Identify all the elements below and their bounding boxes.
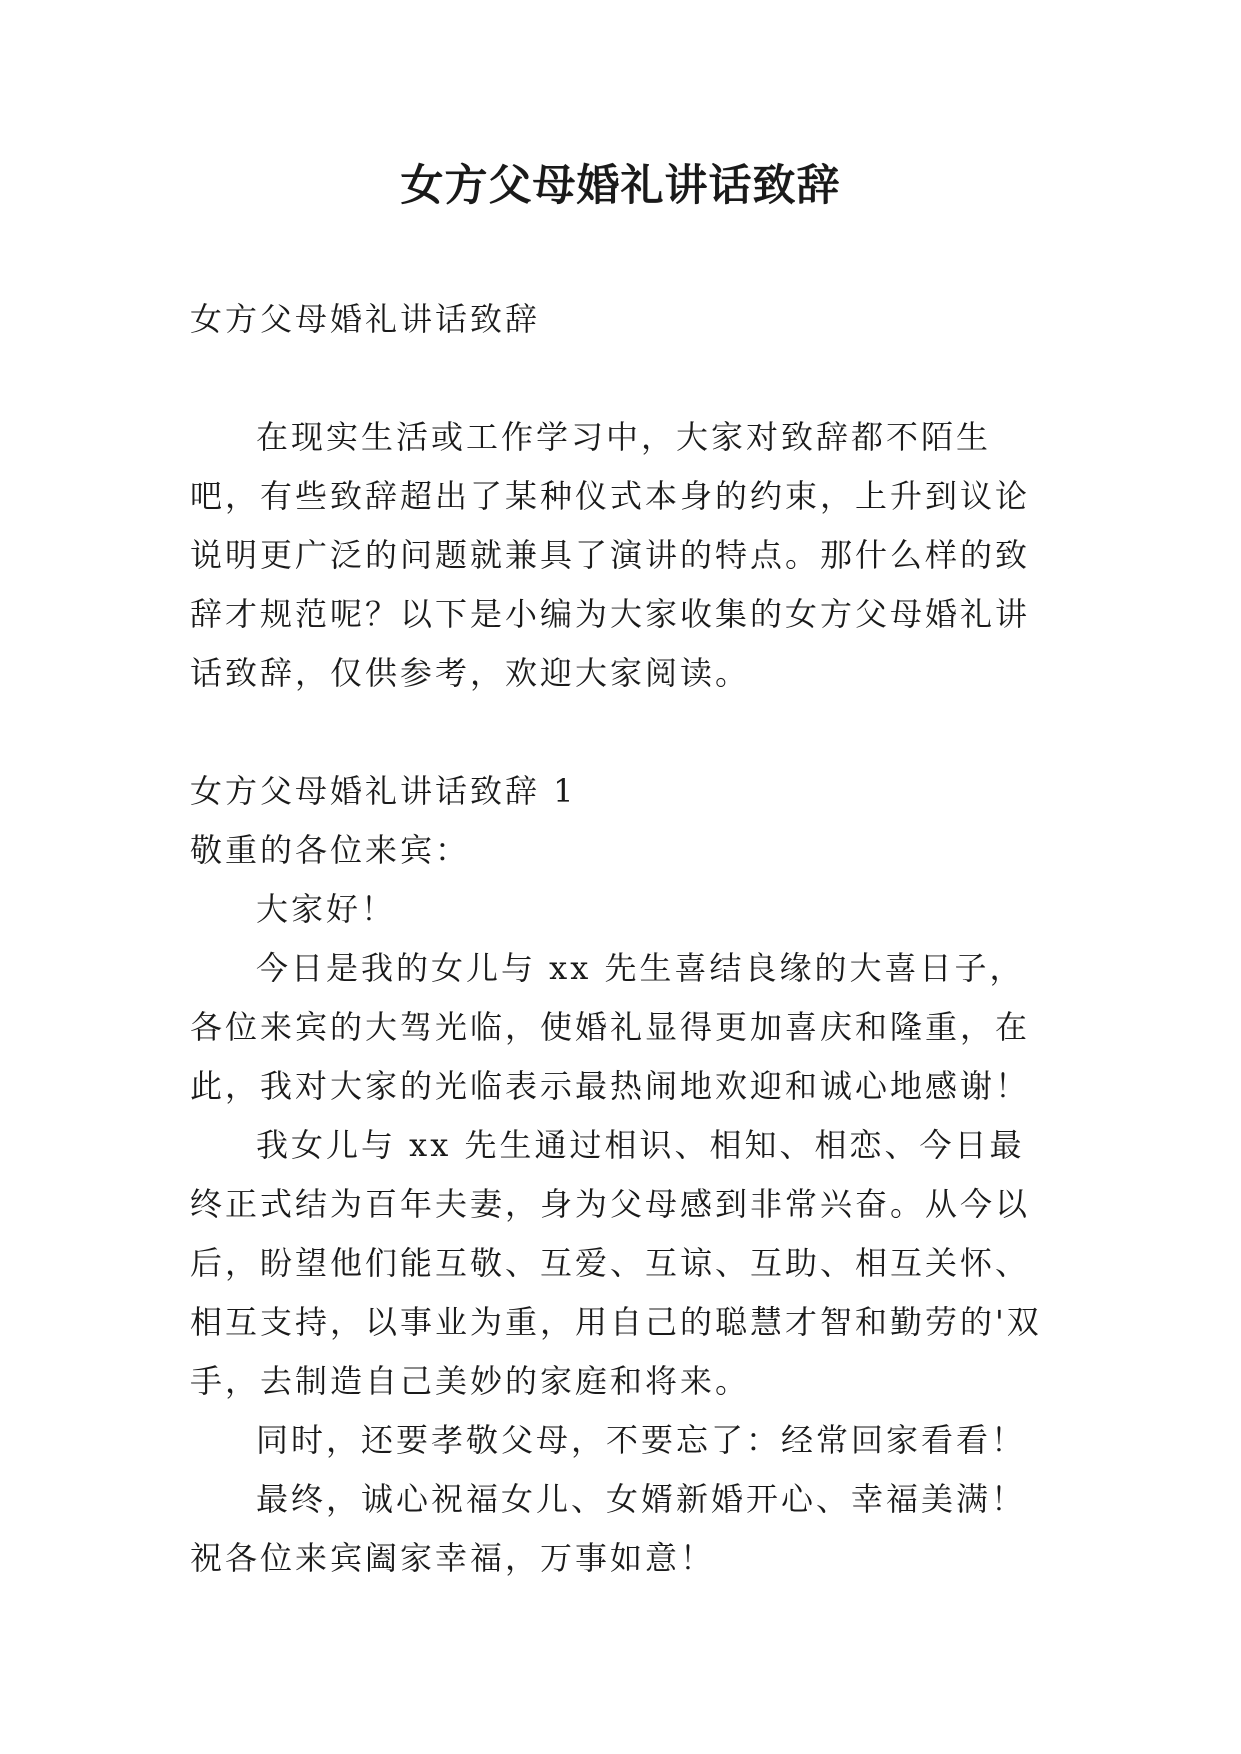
speech-paragraph-1: 今日是我的女儿与 xx 先生喜结良缘的大喜日子，各位来宾的大驾光临，使婚礼显得更加喜庆和隆重，在此，我对大家的光临表示最热闹地欢迎和诚心地感谢！	[190, 949, 1031, 1105]
document-title: 女方父母婚礼讲话致辞	[400, 161, 841, 211]
greeting: 大家好！	[256, 890, 397, 928]
document-subtitle: 女方父母婚礼讲话致辞	[190, 300, 541, 338]
speech-paragraph-3: 同时，还要孝敬父母，不要忘了：经常回家看看！	[256, 1421, 1027, 1459]
document-body	[190, 290, 1050, 1588]
intro-paragraph: 在现实生活或工作学习中，大家对致辞都不陌生吧，有些致辞超出了某种仪式本身的约束，上升到议论说明更广泛的问题就兼具了演讲的特点。那什么样的致辞才规范呢？以下是小编为大家收集的女方父母婚礼讲话致辞，仅供参考，欢迎大家阅读。	[190, 418, 1031, 692]
speech-paragraph-4: 最终，诚心祝福女儿、女婿新婚开心、幸福美满！祝各位来宾阖家幸福，万事如意！	[190, 1480, 1027, 1577]
speech-paragraph-2: 我女儿与 xx 先生通过相识、相知、相恋、今日最终正式结为百年夫妻，身为父母感到非常兴奋。从今以后，盼望他们能互敬、互爱、互谅、互助、相互关怀、相互支持，以事业为重，用自己的聪慧才智和勤劳的'双手，去制造自己美妙的家庭和将来。	[190, 1126, 1042, 1400]
salutation: 敬重的各位来宾：	[190, 831, 471, 869]
section-heading: 女方父母婚礼讲话致辞 1	[190, 772, 577, 810]
